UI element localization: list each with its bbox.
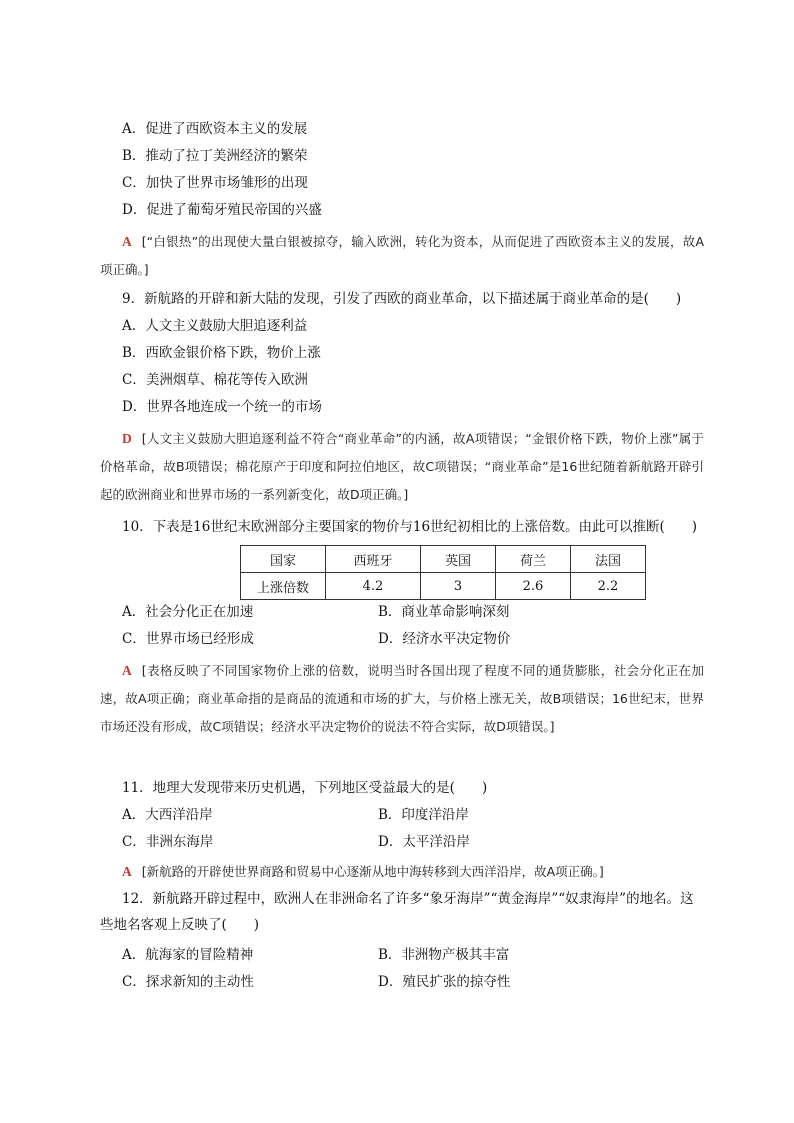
q12-option-d: D．殖民扩张的掠夺性 [378,974,511,990]
table-cell: 4.2 [326,573,421,600]
q11-option-a: A．大西洋沿岸 [122,807,213,823]
q8-option-c: C．加快了世界市场雏形的出现 [122,175,308,191]
price-table-data-row [241,573,646,600]
q12-stem: 12．新航路开辟过程中，欧洲人在非洲命名了许多“象牙海岸”“黄金海岸”“奴隶海岸”的地名。这些地名客观上反映了( ) [100,891,694,933]
q9-option-a: A．人文主义鼓励大胆追逐利益 [122,318,308,334]
q11-option-b: B．印度洋沿岸 [378,807,469,823]
q11-stem: 11．地理大发现带来历史机遇，下列地区受益最大的是( ) [122,780,488,796]
table-cell: 上涨倍数 [241,573,326,600]
q9-answer-key: D [122,431,132,446]
q8-answer-key: A [122,234,132,249]
q9-answer-text: [人文主义鼓励大胆追逐利益不符合“商业革命”的内涵，故A项错误；“金银价格下跌，物价上涨”属于价格革命，故B项错误；棉花原产于印度和阿拉伯地区，故C项错误；“商业革命”是16世纪随着新航路开辟引起的欧洲商业和世界市场的一系列新变化，故D项正确。] [100,431,704,502]
q9-option-d: D．世界各地连成一个统一的市场 [122,399,322,415]
q10-answer-key: A [122,663,132,678]
q9-option-b: B．西欧金银价格下跌，物价上涨 [122,345,321,361]
q10-option-a: A．社会分化正在加速 [122,604,254,620]
q11-answer-key: A [122,864,132,879]
q9-answer [100,425,704,509]
table-header-cell: 英国 [421,546,496,573]
table-cell: 2.6 [496,573,571,600]
table-header-cell: 荷兰 [496,546,571,573]
q11-answer [100,858,704,886]
q9-stem: 9．新航路的开辟和新大陆的发现，引发了西欧的商业革命，以下描述属于商业革命的是( ) [122,291,682,307]
q11-option-d: D．太平洋沿岸 [378,834,470,850]
q12-option-a: A．航海家的冒险精神 [122,947,254,963]
q10-stem: 10．下表是16世纪末欧洲部分主要国家的物价与16世纪初相比的上涨倍数。由此可以推断( ) [122,519,698,535]
table-cell: 2.2 [571,573,646,600]
q8-option-d: D．促进了葡萄牙殖民帝国的兴盛 [122,202,322,218]
q11-option-c: C．非洲东海岸 [122,834,214,850]
q8-option-a: A．促进了西欧资本主义的发展 [122,121,308,137]
q9-option-c: C．美洲烟草、棉花等传入欧洲 [122,372,308,388]
q8-answer [100,228,704,284]
q12-option-b: B．非洲物产极其丰富 [378,947,510,963]
q11-answer-text: [新航路的开辟使世界商路和贸易中心逐渐从地中海转移到大西洋沿岸，故A项正确。] [141,864,604,879]
q10-option-d: D．经济水平决定物价 [378,631,511,647]
q10-option-c: C．世界市场已经形成 [122,631,254,647]
q8-answer-text: [“白银热”的出现使大量白银被掠夺，输入欧洲，转化为资本，从而促进了西欧资本主义的发展，故A项正确。] [100,234,704,277]
table-header-cell: 法国 [571,546,646,573]
q8-option-b: B．推动了拉丁美洲经济的繁荣 [122,148,308,164]
table-cell: 3 [421,573,496,600]
table-header-cell: 西班牙 [326,546,421,573]
price-table-header-row [241,546,646,573]
price-table [240,545,646,600]
q10-answer [100,657,704,741]
q12-option-c: C．探求新知的主动性 [122,974,254,990]
table-header-cell: 国家 [241,546,326,573]
q10-answer-text: [表格反映了不同国家物价上涨的倍数，说明当时各国出现了程度不同的通货膨胀，社会分化正在加速，故A项正确；商业革命指的是商品的流通和市场的扩大，与价格上涨无关，故B项错误；16世纪末，世界市场还没有形成，故C项错误；经济水平决定物价的说法不符合实际，故D项错误。] [100,663,704,734]
q10-option-b: B．商业革命影响深刻 [378,604,510,620]
